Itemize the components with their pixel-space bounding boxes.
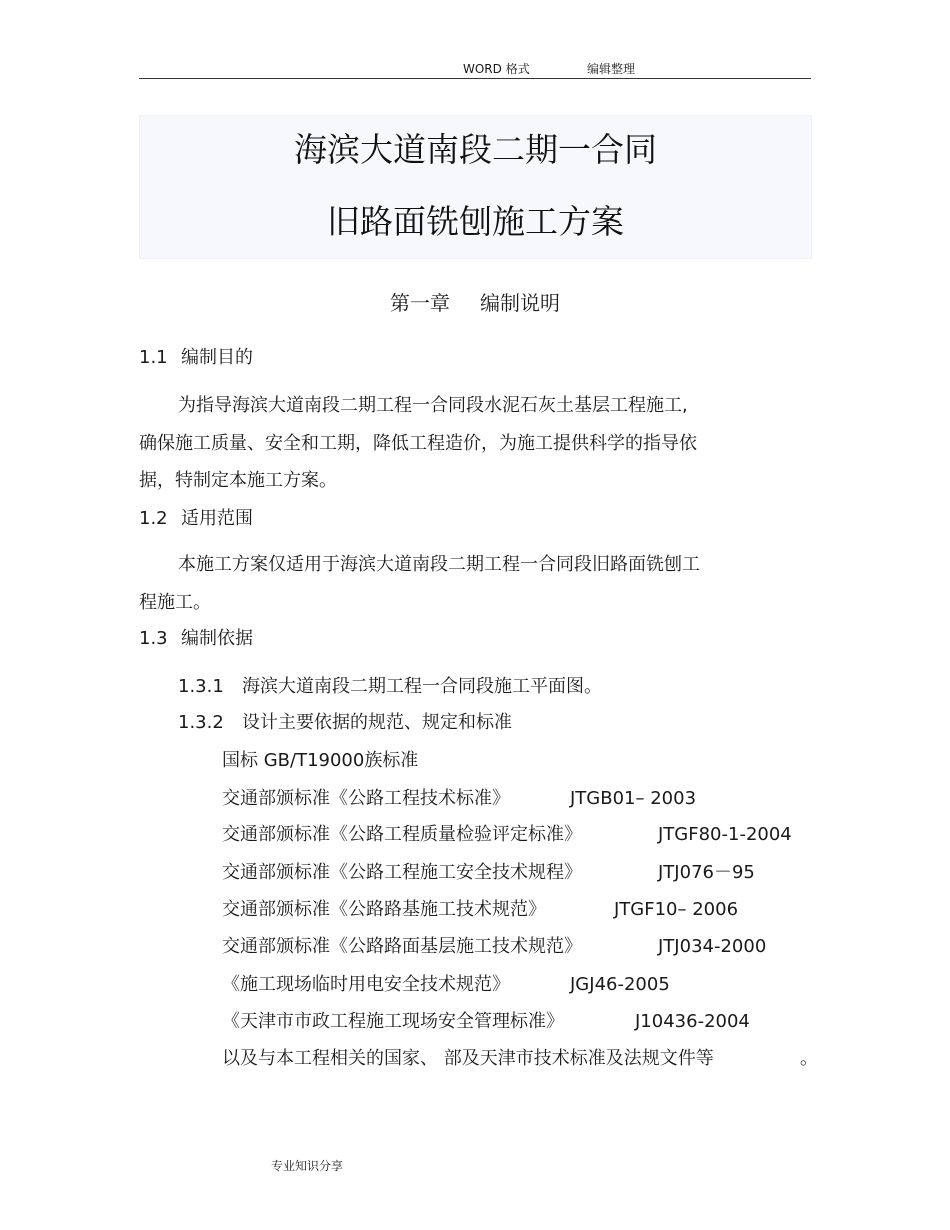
standard-name: 《施工现场临时用电安全技术规范》 [222, 974, 510, 995]
paragraph-line: 确保施工质量、安全和工期，降低工程造价，为施工提供科学的指导依 [139, 433, 697, 454]
section-number: 1.3 [139, 628, 168, 649]
standard-item [222, 823, 792, 847]
section-heading-1-2 [139, 507, 253, 531]
subsection-text: 海滨大道南段二期工程一合同段施工平面图。 [242, 676, 602, 697]
section-title: 编制依据 [181, 628, 253, 649]
section-heading-1-1 [139, 346, 253, 370]
paragraph-line: 为指导海滨大道南段二期工程一合同段水泥石灰土基层工程施工, [178, 395, 688, 416]
standard-code: JTGB01– 2003 [570, 788, 697, 809]
standard-code: JTJ034-2000 [658, 936, 767, 957]
subsection-text: 设计主要依据的规范、规定和标准 [242, 712, 512, 733]
standard-name: 交通部颁标准《公路工程施工安全技术规程》 [222, 862, 582, 883]
section-title: 编制目的 [181, 347, 253, 368]
document-title-line1: 海滨大道南段二期一合同 [294, 130, 657, 169]
standard-code: JGJ46-2005 [570, 974, 670, 995]
standard-code: 。 [800, 1048, 818, 1069]
section-number: 1.1 [139, 347, 168, 368]
standard-name: 《天津市市政工程施工现场安全管理标准》 [222, 1011, 564, 1032]
subsection-number: 1.3.1 [178, 676, 224, 697]
page-footer: 专业知识分享 [271, 1159, 344, 1173]
section-title: 适用范围 [181, 508, 253, 529]
standard-name: 以及与本工程相关的国家、 部及天津市技术标准及法规文件等 [222, 1048, 714, 1069]
section-heading-1-3 [139, 627, 253, 651]
standard-item [222, 1010, 750, 1034]
page-header [139, 58, 811, 79]
standard-code: JTJ076－95 [658, 862, 755, 883]
standard-item [222, 973, 670, 997]
standard-item [222, 749, 418, 773]
standard-item [222, 787, 697, 811]
standard-name: 交通部颁标准《公路工程技术标准》 [222, 788, 510, 809]
standard-name: 交通部颁标准《公路工程质量检验评定标准》 [222, 824, 582, 845]
standard-item [222, 861, 755, 885]
standard-code: J10436-2004 [635, 1011, 750, 1032]
subsection-1-3-2 [178, 711, 512, 735]
subsection-number: 1.3.2 [178, 712, 224, 733]
standard-item [222, 898, 739, 922]
title-block [139, 115, 812, 259]
header-edit-label: 编辑整理 [587, 62, 636, 76]
chapter-number: 第一章 [390, 291, 450, 315]
paragraph-line: 据，特制定本施工方案。 [139, 470, 337, 491]
standard-item [222, 935, 767, 959]
chapter-title: 编制说明 [480, 291, 560, 315]
paragraph-line: 本施工方案仅适用于海滨大道南段二期工程一合同段旧路面铣刨工 [178, 554, 700, 575]
standard-item [222, 1047, 818, 1071]
chapter-heading [0, 287, 950, 316]
header-format-label: WORD 格式 [463, 62, 530, 76]
section-number: 1.2 [139, 508, 168, 529]
standard-code: JTGF80-1-2004 [658, 824, 792, 845]
paragraph-line: 程施工。 [139, 592, 211, 613]
subsection-1-3-1 [178, 675, 602, 699]
standard-name: 交通部颁标准《公路路面基层施工技术规范》 [222, 936, 582, 957]
standard-code: JTGF10– 2006 [614, 899, 739, 920]
standard-name: 国标 GB/T19000族标准 [222, 750, 419, 771]
document-title-line2: 旧路面铣刨施工方案 [327, 202, 624, 241]
standard-name: 交通部颁标准《公路路基施工技术规范》 [222, 899, 546, 920]
